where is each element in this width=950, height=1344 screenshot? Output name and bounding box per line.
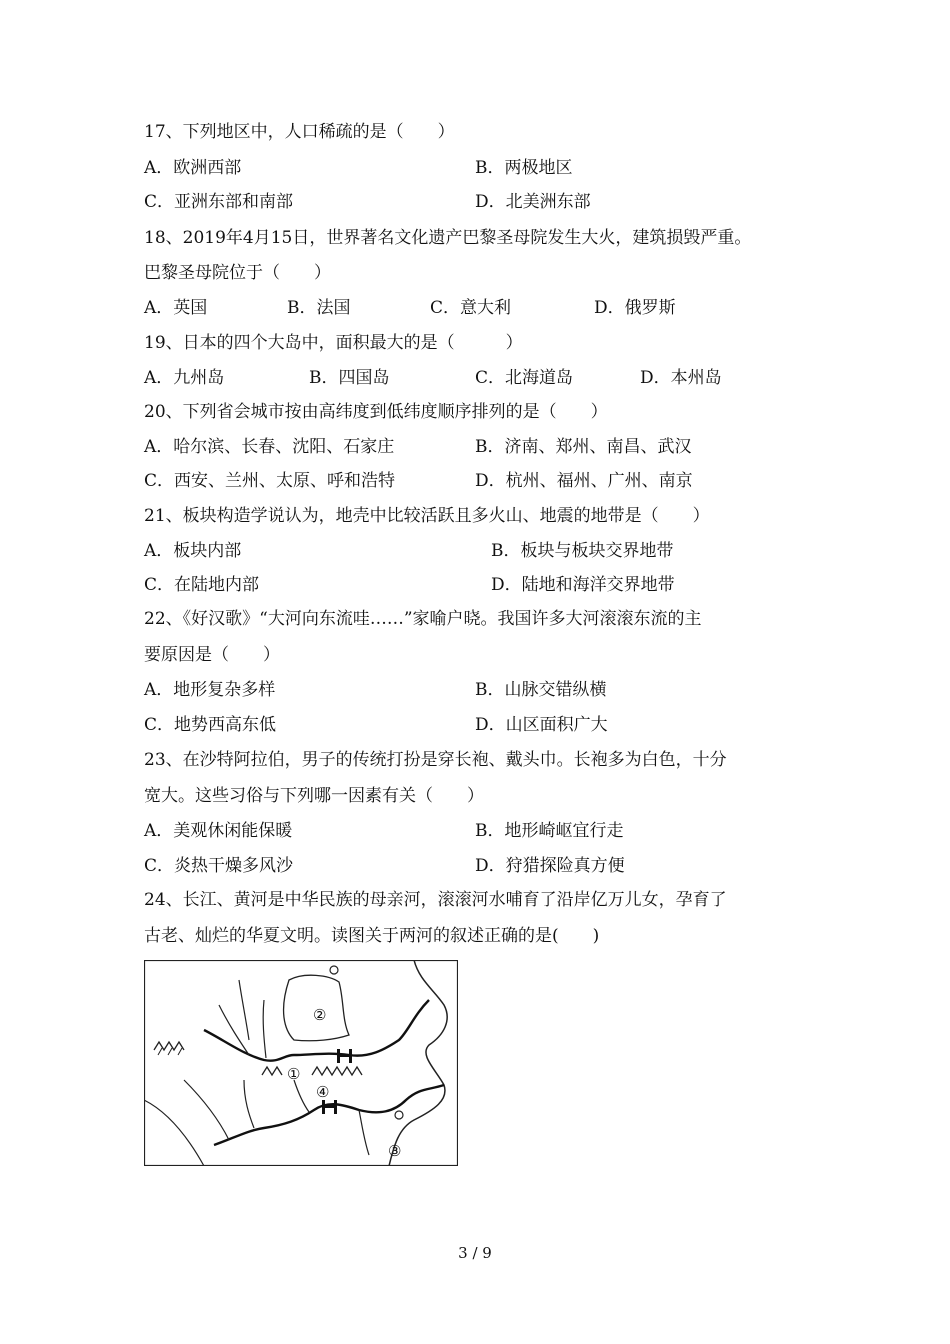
q21-option-d: D．陆地和海洋交界地带 <box>491 575 675 595</box>
q21-option-a: A．板块内部 <box>144 541 242 561</box>
q23-option-d: D．狩猎探险真方便 <box>475 856 625 876</box>
q20-option-d: D．杭州、福州、广州、南京 <box>475 471 693 491</box>
q22-option-d: D．山区面积广大 <box>475 715 608 735</box>
q18-option-b: B．法国 <box>287 298 351 318</box>
q22-stem-line1: 22、《好汉歌》“大河向东流哇……”家喻户晓。我国许多大河滚滚东流的主 <box>144 609 702 629</box>
q17-stem: 17、下列地区中，人口稀疏的是（ ） <box>144 122 455 142</box>
q17-option-a: A．欧洲西部 <box>144 158 242 178</box>
q22-option-a: A．地形复杂多样 <box>144 680 276 700</box>
q19-option-b: B．四国岛 <box>309 368 390 388</box>
q19-stem: 19、日本的四个大岛中，面积最大的是（ ） <box>144 333 523 353</box>
q20-option-c: C．西安、兰州、太原、呼和浩特 <box>144 471 396 491</box>
q17-option-b: B．两极地区 <box>475 158 573 178</box>
q20-option-b: B．济南、郑州、南昌、武汉 <box>475 437 692 457</box>
q18-option-a: A．英国 <box>144 298 208 318</box>
q22-option-b: B．山脉交错纵横 <box>475 680 607 700</box>
q20-option-a: A．哈尔滨、长春、沈阳、石家庄 <box>144 437 395 457</box>
q22-option-c: C．地势西高东低 <box>144 715 277 735</box>
q24-stem-line1: 24、长江、黄河是中华民族的母亲河，滚滚河水哺育了沿岸亿万儿女，孕育了 <box>144 890 727 910</box>
q21-option-c: C．在陆地内部 <box>144 575 260 595</box>
q18-option-d: D．俄罗斯 <box>594 298 676 318</box>
q21-option-b: B．板块与板块交界地带 <box>491 541 674 561</box>
map-label-2: ② <box>313 1006 327 1024</box>
q23-stem-line1: 23、在沙特阿拉伯，男子的传统打扮是穿长袍、戴头巾。长袍多为白色，十分 <box>144 750 727 770</box>
q23-option-a: A．美观休闲能保暖 <box>144 821 293 841</box>
q18-stem-line1: 18、2019年4月15日，世界著名文化遗产巴黎圣母院发生大火，建筑损毁严重。 <box>144 228 752 248</box>
q17-option-c: C．亚洲东部和南部 <box>144 192 294 212</box>
q18-stem-line2: 巴黎圣母院位于（ ） <box>144 263 331 283</box>
map-label-3: ③ <box>388 1142 402 1160</box>
q24-stem-line2: 古老、灿烂的华夏文明。读图关于两河的叙述正确的是( ) <box>144 926 600 946</box>
map-label-4: ④ <box>316 1083 330 1101</box>
rivers-map-figure <box>144 960 458 1166</box>
q19-option-a: A．九州岛 <box>144 368 225 388</box>
q19-option-d: D．本州岛 <box>640 368 722 388</box>
q23-option-c: C．炎热干燥多风沙 <box>144 856 294 876</box>
q23-stem-line2: 宽大。这些习俗与下列哪一因素有关（ ） <box>144 786 484 806</box>
q22-stem-line2: 要原因是（ ） <box>144 645 280 665</box>
q19-option-c: C．北海道岛 <box>475 368 574 388</box>
q21-stem: 21、板块构造学说认为，地壳中比较活跃且多火山、地震的地带是（ ） <box>144 506 710 526</box>
q23-option-b: B．地形崎岖宜行走 <box>475 821 624 841</box>
q18-option-c: C．意大利 <box>430 298 512 318</box>
map-label-1: ① <box>287 1065 301 1083</box>
q20-stem: 20、下列省会城市按由高纬度到低纬度顺序排列的是（ ） <box>144 402 608 422</box>
page-number: 3 / 9 <box>458 1244 492 1262</box>
q17-option-d: D．北美洲东部 <box>475 192 591 212</box>
